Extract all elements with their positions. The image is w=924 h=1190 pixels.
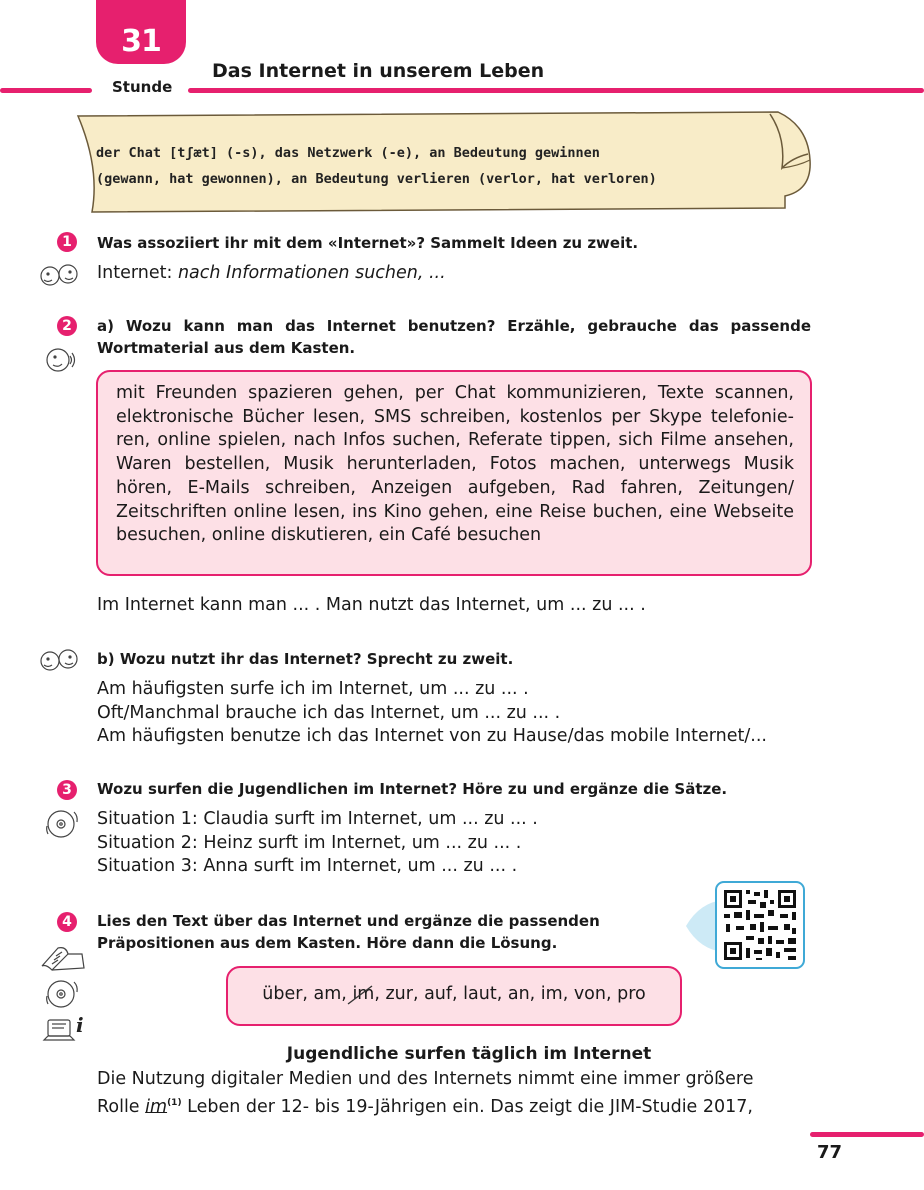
exercise-2-number: 2 — [57, 316, 77, 336]
exercise-3-number: 3 — [57, 780, 77, 800]
cd-icon — [44, 976, 80, 1012]
prepositions-box — [226, 966, 682, 1026]
exercise-1-italic: nach Informationen suchen, ... — [177, 263, 446, 283]
book-icon — [38, 942, 86, 972]
exercise-4-task — [97, 910, 600, 954]
vocab-line-2: (gewann, hat gewonnen), an Bedeutung verlieren (verlor, hat verloren) — [96, 171, 657, 187]
vocab-text — [96, 140, 736, 192]
reading-line-1: Die Nutzung digitaler Medien und des Internets nimmt eine immer größere — [97, 1069, 754, 1089]
vocab-line-1: der Chat [tʃæt] (-s), das Netzwerk (-e), an Bedeutung gewinnen — [96, 145, 600, 161]
prepositions-after: , zur, auf, laut, an, im, von, pro — [374, 984, 646, 1004]
exercise-1-number: 1 — [57, 232, 77, 252]
exercise-4-task-line-1: Lies den Text über das Internet und ergänze die passenden — [97, 912, 600, 930]
prepositions-before: über, am, — [262, 984, 353, 1004]
text-title: Jugendliche surfen täglich im Internet — [286, 1044, 652, 1064]
exercise-3-line-3: Situation 3: Anna surft im Internet, um ... zu ... . — [97, 856, 518, 876]
header-rule-left — [0, 88, 92, 93]
lesson-label: Stunde — [112, 78, 173, 96]
prepositions-text — [228, 983, 680, 1007]
lesson-number: 31 — [121, 24, 161, 59]
exercise-1-prefix: Internet: — [97, 263, 178, 283]
pair-talk-icon — [38, 647, 82, 673]
exercise-2b-line-1: Am häufigsten surfe ich im Internet, um ... zu ... . — [97, 679, 529, 699]
footer-rule — [810, 1132, 924, 1137]
lesson-tab — [96, 0, 186, 64]
exercise-2a-model: Im Internet kann man ... . Man nutzt das Internet, um ... zu ... . — [97, 595, 646, 615]
answer-gap-1: im — [145, 1096, 168, 1117]
speaking-face-icon — [44, 346, 76, 374]
exercise-1-answer — [97, 262, 446, 286]
reading-line-2-start: Rolle — [97, 1096, 146, 1117]
exercise-2b-line-2: Oft/Manchmal brauche ich das Internet, um ... zu ... . — [97, 702, 561, 723]
cd-icon — [44, 806, 80, 842]
qr-code-icon[interactable] — [680, 880, 808, 970]
reading-line-2-end: Leben der 12- bis 19-Jährigen ein. Das zeigt die JIM-Studie 2017, — [181, 1096, 753, 1117]
pair-talk-icon — [38, 262, 82, 288]
reading-text — [97, 1068, 811, 1119]
exercise-2a-task: a) Wozu kann man das Internet benutzen? Erzähle, gebrauche das passende Wortmaterial aus dem Kasten. — [97, 317, 811, 357]
exercise-4-number: 4 — [57, 912, 77, 932]
page-number: 77 — [816, 1142, 842, 1163]
exercise-3-line-2: Situation 2: Heinz surft im Internet, um ... zu ... . — [97, 832, 522, 853]
header-rule-right — [188, 88, 924, 93]
exercise-4-task-line-2: Präpositionen aus dem Kasten. Höre dann die Lösung. — [97, 934, 558, 952]
strike-mark — [346, 984, 376, 1006]
page-title: Das Internet in unserem Leben — [212, 60, 545, 82]
exercise-3-line-1: Situation 1: Claudia surft im Internet, um ... zu ... . — [97, 809, 538, 829]
vocabulary-box — [96, 370, 812, 576]
struck-preposition: im — [352, 984, 375, 1004]
svg-text:i: i — [76, 1013, 84, 1037]
laptop-info-icon — [40, 1012, 88, 1048]
exercise-2b-task: b) Wozu nutzt ihr das Internet? Sprecht zu zweit. — [97, 650, 514, 668]
exercise-3-task: Wozu surfen die Jugendlichen im Internet? Höre zu und ergänze die Sätze. — [97, 780, 728, 798]
exercise-2b-lines — [97, 678, 767, 749]
vocabulary-box-text: mit Freunden spazieren gehen, per Chat kommunizieren, Texte scannen, elektronische Bücher lesen, SMS schreiben, kostenlos per Skype telefonieren, online spielen, nach Infos suchen, Referate tippen, sich Filme ansehen, Waren bestellen, Musik herunterladen, Fotos machen, unterwegs Musik hören, E-Mails schreiben, Anzeigen aufgeben, Rad fahren, Zeitungen/ Zeitschriften online lesen, ins Kino gehen, eine Reise buchen, eine Webseite besuchen, online diskutieren, ein Café besuchen — [116, 383, 794, 546]
gap-1-marker: (1) — [167, 1097, 182, 1108]
exercise-1-task: Was assoziiert ihr mit dem «Internet»? Sammelt Ideen zu zweit. — [97, 234, 639, 252]
exercise-2b-line-3: Am häufigsten benutze ich das Internet von zu Hause/das mobile Internet/... — [97, 726, 767, 746]
reading-line-2 — [97, 1092, 811, 1119]
exercise-3-lines — [97, 808, 538, 879]
